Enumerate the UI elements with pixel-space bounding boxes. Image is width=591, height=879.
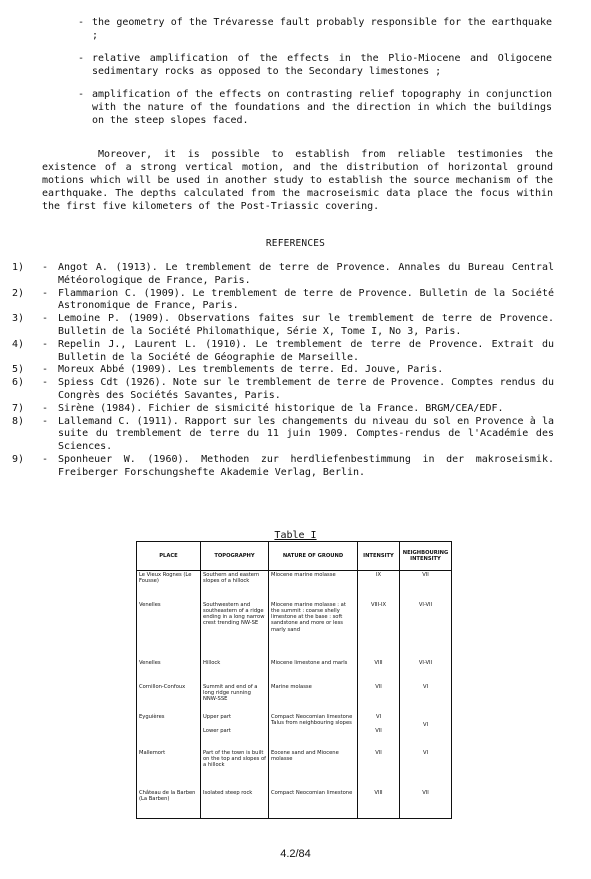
cell-intensity: VIII — [358, 659, 400, 683]
cell-neighbouring: VI — [400, 713, 452, 749]
reference-number: 3) — [12, 313, 25, 325]
cell-place: Venelles — [137, 601, 201, 659]
reference-number: 1) — [12, 262, 25, 273]
cell-topography: Part of the town is built on the top and slopes of a hillock — [201, 749, 269, 789]
reference-number: 8) — [12, 415, 25, 427]
cell-intensity: IX — [358, 571, 400, 601]
cell-topography-upper: Upper part — [203, 713, 231, 720]
cell-ground: Eocene sand and Miocene molasse — [269, 749, 358, 789]
reference-text: Angot A. (1913). Le tremblement de terre de Provence. Annales du Bureau Central Météorologique de France, Paris. — [58, 262, 554, 286]
table-row — [137, 659, 452, 683]
cell-neighbouring: VI — [400, 683, 452, 713]
cell-place: Cornillon-Confoux — [137, 683, 201, 713]
reference-item: 5) - Moreux Abbé (1909). Les tremblements de terre. Ed. Jouve, Paris. — [12, 364, 554, 377]
cell-intensity-upper: VI — [375, 713, 382, 720]
table-row — [137, 789, 452, 819]
cell-intensity — [358, 713, 400, 749]
table-row — [137, 601, 452, 659]
cell-place: Mallemort — [137, 749, 201, 789]
cell-topography: Isolated steep rock — [201, 789, 269, 819]
bullet-item: - the geometry of the Trévaresse fault probably responsible for the earthquake ; — [78, 17, 552, 41]
cell-ground: Miocene limestone and marls — [269, 659, 358, 683]
cell-intensity: VII — [358, 749, 400, 789]
reference-item: 2) - Flammarion C. (1909). Le tremblement de terre de Provence. Bulletin de la Société Astronomique de France, Paris. — [12, 287, 554, 312]
cell-intensity: VIII — [358, 789, 400, 819]
reference-number: 5) — [12, 364, 25, 376]
bullet-text: amplification of the effects on contrasting relief topography in conjunction with the nature of the foundations and the direction in which the buildings on the steep slopes faced. — [92, 89, 552, 126]
cell-place: Le Vieux Rognes (Le Fousse) — [137, 571, 201, 601]
reference-item: 3) - Lemoine P. (1909). Observations faites sur le tremblement de terre de Provence. Bulletin de la Société Philomathique, Série X, Tome I, No 3, Paris. — [12, 313, 554, 337]
cell-topography: Southern and eastern slopes of a hillock — [201, 571, 269, 601]
cell-ground: Compact Neocomian limestone — [269, 789, 358, 819]
cell-neighbouring: VII — [400, 789, 452, 819]
reference-text: Lemoine P. (1909). Observations faites sur le tremblement de terre de Provence. Bulletin de la Société Philomathique, Série X, Tome I, No 3, Paris. — [58, 313, 554, 337]
column-header: INTENSITY — [358, 542, 400, 571]
cell-intensity: VIII-IX — [358, 601, 400, 659]
cell-ground-lower: Talus from neighbouring slopes — [271, 719, 352, 726]
cell-neighbouring: VI-VII — [400, 659, 452, 683]
reference-item: 9) - Sponheuer W. (1960). Methoden zur herdliefenbestimmung in der makroseismik. Freiberger Forschungshefte Akademie Verlag, Berlin. — [12, 453, 554, 478]
column-header: NEIGHBOURING INTENSITY — [400, 542, 452, 571]
reference-item: 6) - Spiess Cdt (1926). Note sur le tremblement de terre de Provence. Comptes rendus du Congrès des Sociétés Savantes, Paris. — [12, 377, 554, 401]
reference-number: 9) — [12, 453, 25, 465]
reference-text: Sirène (1984). Fichier de sismicité historique de la France. BRGM/CEA/EDF. — [58, 402, 504, 414]
cell-ground: Miocene marine molasse : at the summit : coarse shelly limestone at the base : soft sandstone and more or less marly sand — [269, 601, 358, 659]
reference-text: Lallemand C. (1911). Rapport sur les changements du niveau du sol en Provence à la suite du tremblement de terre du 11 juin 1909. Comptes-rendus de l'Académie des Sciences. — [58, 415, 554, 453]
page-number: 4.2/84 — [280, 848, 311, 860]
column-header: PLACE — [137, 542, 201, 571]
conclusion-bullet-list — [78, 16, 552, 137]
reference-text: Flammarion C. (1909). Le tremblement de terre de Provence. Bulletin de la Société Astronomique de France, Paris. — [58, 287, 554, 312]
references-list — [12, 262, 554, 480]
cell-neighbouring: VI — [400, 749, 452, 789]
cell-topography: Hillock — [201, 659, 269, 683]
reference-number: 6) — [12, 377, 25, 389]
reference-number: 4) — [12, 338, 25, 350]
reference-text: Repelin J., Laurent L. (1910). Le tremblement de terre de Provence. Extrait du Bulletin de la Société de Géographie de Marseille. — [58, 338, 554, 363]
cell-topography-lower: Lower part — [203, 727, 231, 734]
reference-item: 7) - Sirène (1984). Fichier de sismicité historique de la France. BRGM/CEA/EDF. — [12, 403, 554, 416]
cell-ground-upper: Compact Neocomian limestone — [271, 713, 353, 720]
bullet-text: the geometry of the Trévaresse fault probably responsible for the earthquake ; — [92, 17, 552, 41]
cell-intensity-lower: VII — [375, 727, 382, 734]
references-heading: REFERENCES — [265, 238, 326, 249]
cell-ground: Marine molasse — [269, 683, 358, 713]
bullet-item: - relative amplification of the effects in the Plio-Miocene and Oligocene sedimentary rocks as opposed to the Secondary limestones ; — [78, 53, 552, 77]
reference-text: Moreux Abbé (1909). Les tremblements de terre. Ed. Jouve, Paris. — [58, 364, 444, 376]
table-row — [137, 571, 452, 601]
cell-ground: Miocene marine molasse — [269, 571, 358, 601]
reference-text: Sponheuer W. (1960). Methoden zur herdliefenbestimmung in der makroseismik. Freiberger Forschungshefte Akademie Verlag, Berlin. — [58, 453, 554, 478]
intensity-table — [136, 541, 452, 819]
cell-place: Eyguières — [137, 713, 201, 749]
table-row — [137, 683, 452, 713]
bullet-text: relative amplification of the effects in the Plio-Miocene and Oligocene sedimentary rocks as opposed to the Secondary limestones ; — [92, 53, 552, 77]
cell-ground — [269, 713, 358, 749]
body-paragraph: Moreover, it is possible to establish from reliable testimonies the existence of a strong vertical motion, and the distribution of horizontal ground motions which will be used in another study to establish the source mechanism of the earthquake. The depths calculated from the macroseismic data place the focus within the first five kilometers of the Post-Triassic covering. — [42, 149, 553, 212]
reference-item: 1) - Angot A. (1913). Le tremblement de terre de Provence. Annales du Bureau Central Météorologique de France, Paris. — [12, 262, 554, 286]
reference-item: 4) - Repelin J., Laurent L. (1910). Le tremblement de terre de Provence. Extrait du Bulletin de la Société de Géographie de Marseille. — [12, 338, 554, 363]
reference-item: 8) - Lallemand C. (1911). Rapport sur les changements du niveau du sol en Provence à la suite du tremblement de terre du 11 juin 1909. Comptes-rendus de l'Académie des Sciences. — [12, 415, 554, 453]
table-title: Table I — [274, 530, 317, 541]
column-header: NATURE OF GROUND — [269, 542, 358, 571]
table-header-row — [137, 542, 452, 571]
cell-topography — [201, 713, 269, 749]
cell-neighbouring: VI-VII — [400, 601, 452, 659]
cell-intensity: VII — [358, 683, 400, 713]
cell-neighbouring: VII — [400, 571, 452, 601]
table-row — [137, 713, 452, 749]
cell-place: Venelles — [137, 659, 201, 683]
bullet-item: - amplification of the effects on contrasting relief topography in conjunction with the nature of the foundations and the direction in which the buildings on the steep slopes faced. — [78, 89, 552, 126]
reference-number: 2) — [12, 287, 25, 299]
column-header: TOPOGRAPHY — [201, 542, 269, 571]
table-row — [137, 749, 452, 789]
reference-number: 7) — [12, 402, 25, 414]
reference-text: Spiess Cdt (1926). Note sur le tremblement de terre de Provence. Comptes rendus du Congrès des Sociétés Savantes, Paris. — [58, 377, 554, 401]
cell-topography: Southwestern and southeastern of a ridge ending in a long narrow crest trending NW-SE — [201, 601, 269, 659]
cell-place: Château de la Barben (La Barben) — [137, 789, 201, 819]
cell-topography: Summit and end of a long ridge running NNW-SSE — [201, 683, 269, 713]
